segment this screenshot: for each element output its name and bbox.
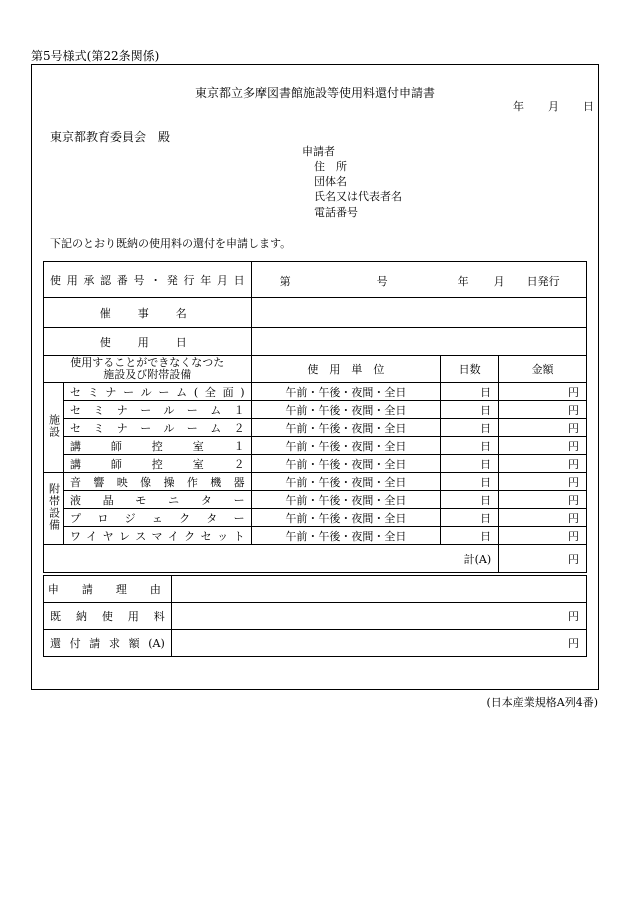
reason-row [44, 576, 587, 603]
facility-unit-options[interactable]: 午前・午後・夜間・全日 [251, 437, 441, 455]
facility-days[interactable]: 日 [441, 401, 499, 419]
facility-amount[interactable]: 円 [499, 437, 587, 455]
paid-fee-row [44, 603, 587, 630]
equipment-row [44, 509, 587, 527]
date-year-label: 年 [513, 100, 524, 113]
paper-size-note: (日本産業規格A列4番) [486, 696, 598, 709]
date-month-label: 月 [548, 100, 559, 113]
reason-field[interactable] [171, 576, 586, 603]
equipment-name: ワイヤレスマイクセット [63, 527, 251, 545]
refund-amount-label: 還付請求額(A) [44, 630, 172, 657]
addressee: 東京都教育委員会 殿 [50, 130, 171, 144]
equipment-amount[interactable]: 円 [499, 473, 587, 491]
form-title: 東京都立多摩図書館施設等使用料還付申請書 [194, 86, 435, 100]
approval-year: 年 [457, 274, 469, 288]
facility-unit-options[interactable]: 午前・午後・夜間・全日 [251, 419, 441, 437]
approval-month: 月 [493, 274, 505, 288]
equipment-name: 液晶モニター [63, 491, 251, 509]
applicant-organization-label: 団体名 [314, 175, 347, 188]
equipment-days[interactable]: 日 [441, 509, 499, 527]
amount-header: 金額 [499, 356, 587, 383]
applicant-label: 申請者 [302, 145, 335, 158]
equipment-amount[interactable]: 円 [499, 491, 587, 509]
equipment-unit-options[interactable]: 午前・午後・夜間・全日 [251, 509, 441, 527]
approval-row [44, 262, 587, 298]
form-number: 第5号様式(第22条関係) [31, 49, 160, 63]
unit-header: 使 用 単 位 [251, 356, 441, 383]
equipment-days[interactable]: 日 [441, 473, 499, 491]
facility-name: 講師控室１ [63, 437, 251, 455]
applicant-address-label: 住 所 [314, 160, 347, 173]
facility-name: セミナールーム１ [63, 401, 251, 419]
reason-label: 申 請 理 由 [44, 576, 172, 603]
approval-go: 号 [376, 274, 388, 288]
event-name-field[interactable] [251, 298, 586, 328]
approval-issued: 日発行 [526, 274, 560, 288]
use-date-label: 使 用 日 [44, 328, 252, 356]
equipment-row [44, 491, 587, 509]
equipment-unit-options[interactable]: 午前・午後・夜間・全日 [251, 473, 441, 491]
unusable-header-line2: 施設及び附帯設備 [103, 368, 192, 381]
refund-amount-field[interactable]: 円 [171, 630, 586, 657]
equipment-group-label: 附帯設備 [44, 473, 64, 545]
event-name-label: 催 事 名 [44, 298, 252, 328]
facility-days[interactable]: 日 [441, 437, 499, 455]
facility-days[interactable]: 日 [441, 455, 499, 473]
facility-unit-options[interactable]: 午前・午後・夜間・全日 [251, 383, 441, 401]
paid-fee-label: 既納使用料 [44, 603, 172, 630]
facility-row [44, 401, 587, 419]
equipment-row [44, 473, 587, 491]
intro-text: 下記のとおり既納の使用料の還付を申請します。 [50, 237, 292, 250]
facility-name: セミナールーム２ [63, 419, 251, 437]
date-day-label: 日 [583, 100, 594, 113]
use-date-field[interactable] [251, 328, 586, 356]
header-row [44, 356, 587, 383]
equipment-row [44, 527, 587, 545]
equipment-days[interactable]: 日 [441, 491, 499, 509]
equipment-unit-options[interactable]: 午前・午後・夜間・全日 [251, 491, 441, 509]
unusable-header-line1: 使用することができなくなつた [70, 356, 225, 369]
use-date-row [44, 328, 587, 356]
facility-amount[interactable]: 円 [499, 383, 587, 401]
total-label: 計(A) [44, 545, 499, 573]
refund-table [43, 261, 587, 573]
event-name-row [44, 298, 587, 328]
equipment-name: 音響映像操作機器 [63, 473, 251, 491]
facility-unit-options[interactable]: 午前・午後・夜間・全日 [251, 455, 441, 473]
applicant-phone-label: 電話番号 [314, 206, 358, 219]
facility-unit-options[interactable]: 午前・午後・夜間・全日 [251, 401, 441, 419]
paid-fee-field[interactable]: 円 [171, 603, 586, 630]
facility-amount[interactable]: 円 [499, 419, 587, 437]
facility-row [44, 419, 587, 437]
facility-amount[interactable]: 円 [499, 401, 587, 419]
unusable-facilities-header [44, 356, 252, 383]
facility-days[interactable]: 日 [441, 383, 499, 401]
facility-name: 講師控室２ [63, 455, 251, 473]
total-amount[interactable]: 円 [499, 545, 587, 573]
refund-row [44, 630, 587, 657]
approval-dai: 第 [279, 274, 291, 288]
facility-row [44, 383, 587, 401]
facility-days[interactable]: 日 [441, 419, 499, 437]
total-row [44, 545, 587, 573]
facility-group-label: 施設 [44, 383, 64, 473]
equipment-days[interactable]: 日 [441, 527, 499, 545]
facility-amount[interactable]: 円 [499, 455, 587, 473]
applicant-name-label: 氏名又は代表者名 [314, 190, 402, 203]
refund-summary-table [43, 575, 587, 657]
facility-row [44, 437, 587, 455]
days-header: 日数 [441, 356, 499, 383]
approval-number-field[interactable] [251, 262, 586, 298]
equipment-amount[interactable]: 円 [499, 509, 587, 527]
facility-row [44, 455, 587, 473]
approval-number-label: 使用承認番号・発行年月日 [44, 262, 252, 298]
equipment-unit-options[interactable]: 午前・午後・夜間・全日 [251, 527, 441, 545]
equipment-name: プロジェクター [63, 509, 251, 527]
equipment-amount[interactable]: 円 [499, 527, 587, 545]
facility-name: セミナールーム(全面) [63, 383, 251, 401]
